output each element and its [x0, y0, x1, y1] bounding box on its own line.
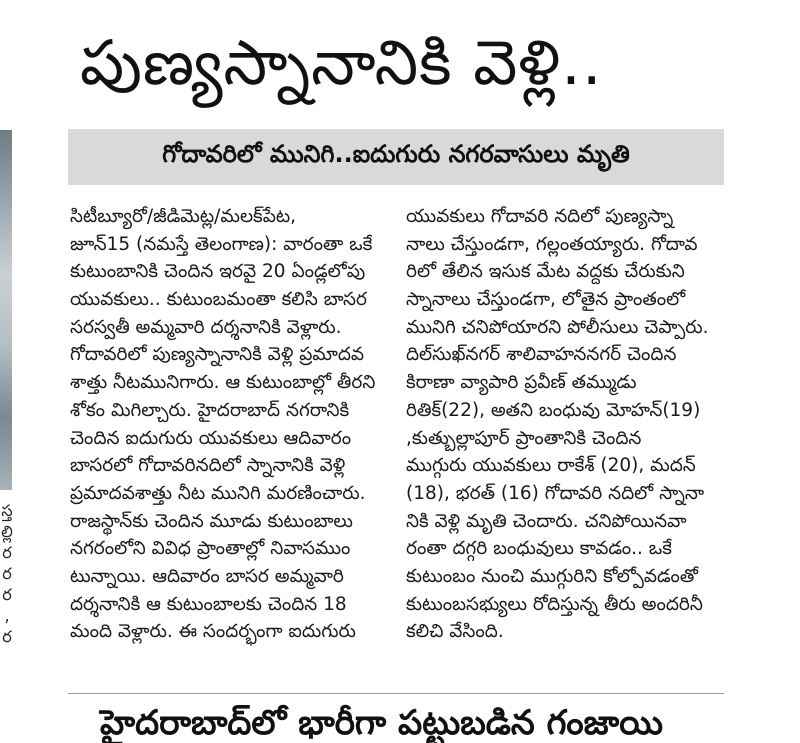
- article-text-line: రాజస్థాన్‌కు చెందిన మూడు కుటుంబాలు: [70, 510, 353, 532]
- article-text-line: కిరాణా వ్యాపారి ప్రవీణ్ తమ్ముడు: [406, 372, 637, 394]
- adjacent-text-edge: [0, 500, 14, 647]
- adjacent-photo-edge: [0, 130, 12, 490]
- article-text-line: శోకం మిగిల్చారు. హైదరాబాద్ నగరానికి: [70, 399, 350, 421]
- article-text-line: టున్నాయి. ఆదివారం బాసర అమ్మవారి: [70, 565, 344, 587]
- article-text-line: యువకులు గోదావరి నదిలో పుణ్యస్నా: [406, 206, 674, 227]
- article-text-line: రిలో తేలిన ఇసుక మేట వద్దకు చేరుకుని: [406, 261, 685, 283]
- article-text-line: బాసరలో గోదావరినదిలో స్నానానికి వెళ్లి: [70, 455, 346, 477]
- adjacent-char: ర: [2, 543, 12, 562]
- article-text-line: మంది వెళ్లారు. ఈ సందర్భంగా ఐదుగురు: [70, 621, 356, 643]
- article-text-line: (18), భరత్ (16) గోదావరి నదిలో స్నానా: [406, 482, 705, 504]
- adjacent-char: ర: [2, 585, 12, 604]
- adjacent-column-fragment: [0, 0, 14, 723]
- article-text-line: చెందిన ఐదుగురు యువకులు ఆదివారం: [70, 427, 352, 449]
- article-column-right: [406, 203, 740, 646]
- article-text-line: నికి వెళ్లి మృతి చెందారు. చనిపోయినవా: [406, 510, 687, 532]
- adjacent-char: ,: [4, 606, 10, 625]
- article-text-line: సరస్వతీ అమ్మవారి దర్శనానికి వెళ్లారు.: [70, 316, 342, 338]
- article-text-line: స్నానాలు చేస్తుండగా, లోతైన ప్రాంతంలో: [406, 289, 686, 311]
- next-story-headline: [100, 703, 700, 743]
- article-text-line: కలిచి వేసింది.: [406, 621, 504, 643]
- article-text-line: నాలు చేస్తుండగా, గల్లంతయ్యారు. గోదావ: [406, 233, 698, 255]
- article-text-line: శాత్తు నీటమునిగారు. ఆ కుటుంబాల్లో తీరని: [70, 372, 376, 394]
- article-text-line: దిల్‌సుఖ్‌నగర్ శాలివాహననగర్ చెందిన: [406, 344, 677, 366]
- article-text-line: జూన్15 (నమస్తే తెలంగాణ): వారంతా ఒకే: [70, 233, 373, 255]
- article-text-line: కుటుంబం నుంచి ముగ్గురిని కోల్పోవడంతో: [406, 565, 698, 587]
- article-text-line: సిటీబ్యూరో/జీడిమెట్ల/మలక్‌పేట,: [70, 206, 297, 227]
- adjacent-char: ర: [2, 627, 12, 646]
- article-column-left: [70, 203, 404, 646]
- article-text-line: కుటుంబసభ్యులు రోదిస్తున్న తీరు అందరినీ: [406, 593, 703, 615]
- article-headline: పుణ్యస్నానానికి వెళ్లి..: [80, 26, 603, 99]
- section-divider: [68, 693, 724, 694]
- article-text-line: రితిక్(22), అతని బంధువు మోహన్(19): [406, 399, 701, 421]
- article-text-line: మునిగి చనిపోయారని పోలీసులు చెప్పారు.: [406, 316, 709, 338]
- next-story-headline-text: హైదరాబాద్‌లో భారీగా పట్టుబడిన గంజాయి: [100, 703, 663, 743]
- adjacent-char: ర: [2, 564, 12, 583]
- adjacent-char: స్త: [1, 501, 13, 520]
- article-text-line: గోదావరిలో పుణ్యస్నానానికి వెళ్లి ప్రమాదవ: [70, 344, 365, 366]
- article-text-line: ముగ్గురు యువకులు రాకేశ్ (20), మదన్: [406, 455, 696, 477]
- adjacent-char: ల్లి: [1, 522, 13, 541]
- article-text-line: కుటుంబానికి చెందిన ఇరవై 20 ఏండ్లలోపు: [70, 261, 366, 283]
- article-text-line: రంతా దగ్గరి బంధువులు కావడం.. ఒకే: [406, 538, 672, 560]
- article-text-line: ,కుత్బుల్లాపూర్ ప్రాంతానికి చెందిన: [406, 427, 642, 449]
- article-text-line: దర్శనానికి ఆ కుటుంబాలకు చెందిన 18: [70, 593, 347, 615]
- article-subheadline: గోదావరిలో మునిగి..ఐదుగురు నగరవాసులు మృతి: [162, 140, 630, 168]
- article-text-line: ప్రమాదవశాత్తు నీట మునిగి మరణించారు.: [70, 482, 366, 504]
- article-text-line: యువకులు.. కుటుంబమంతా కలిసి బాసర: [70, 289, 367, 311]
- subheadline-band: [68, 129, 724, 185]
- article-text-line: నగరంలోని వివిధ ప్రాంతాల్లో నివాసముం: [70, 538, 351, 560]
